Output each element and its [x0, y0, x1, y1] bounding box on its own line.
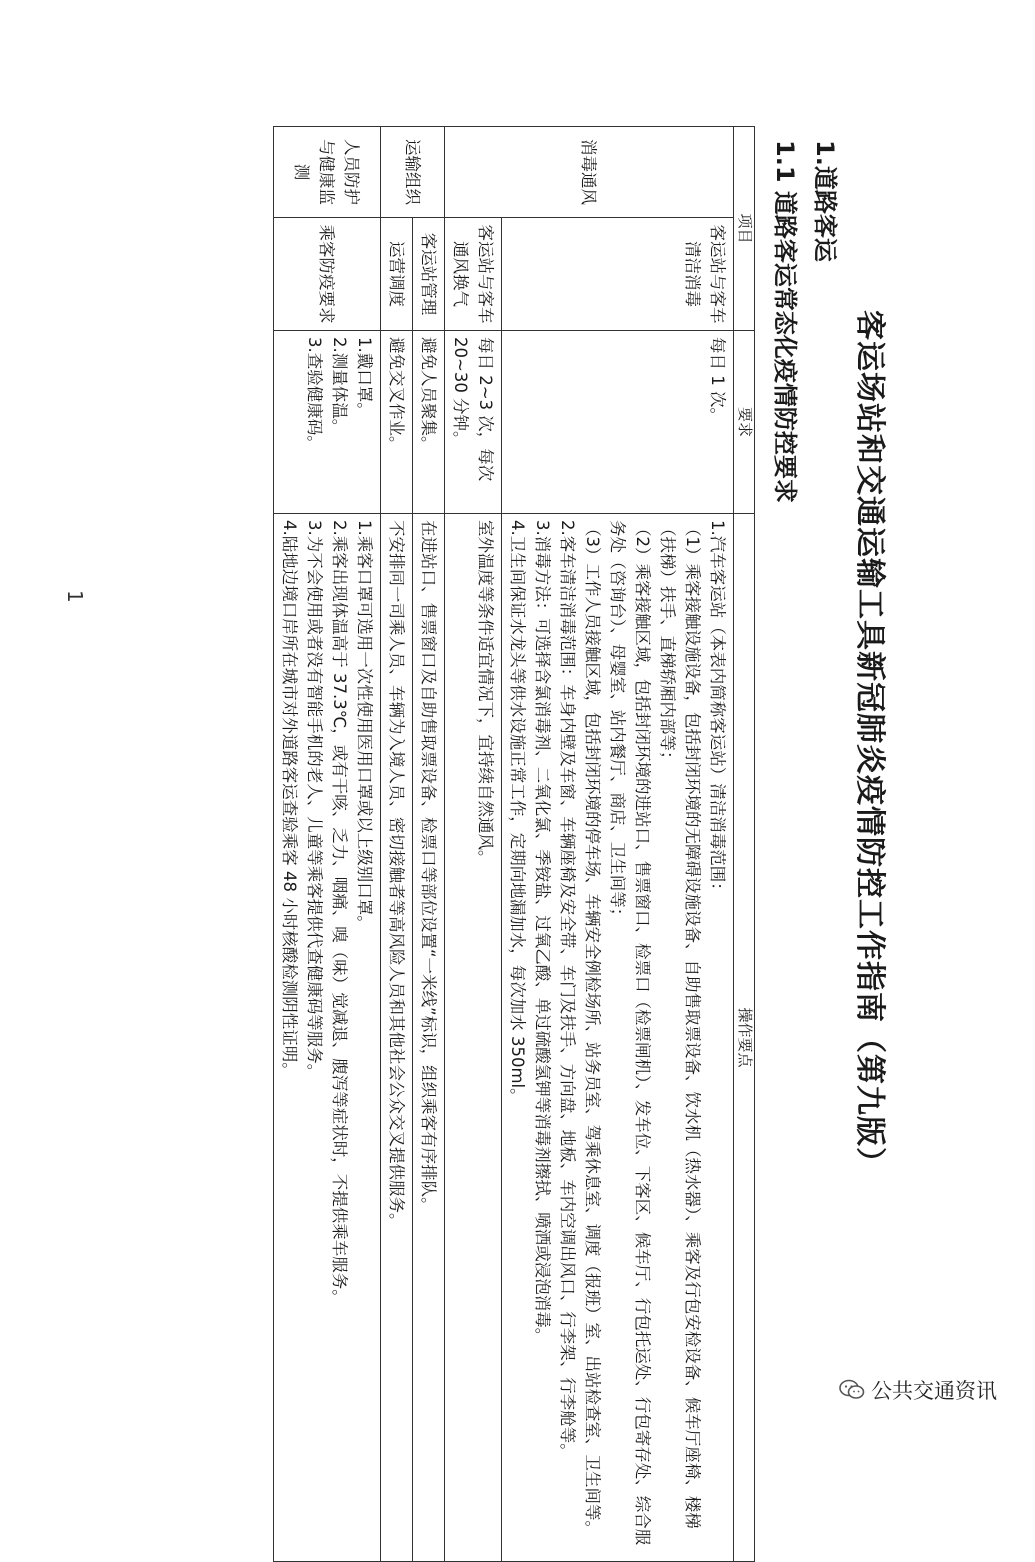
requirement-cell: 避免交叉作业。 [381, 331, 413, 514]
sub-item-cell: 运营调度 [381, 218, 413, 331]
requirement-cell: 每日 1 次。 [502, 331, 734, 514]
requirement-line: 3.查验健康码。 [305, 337, 324, 452]
table-row [502, 127, 734, 1562]
table-row [445, 127, 502, 1562]
operation-cell [274, 514, 381, 1562]
operation-cell: 不安排同一司乘人员、车辆为入境人员、密切接触者等高风险人员和其他社会公众交叉提供服务。 [381, 514, 413, 1562]
operation-line: 4.陆地边境口岸所在城市对外道路客运查验乘客 48 小时核酸检测阴性证明。 [280, 520, 299, 1079]
table-row [274, 127, 381, 1562]
wechat-icon [839, 1379, 865, 1401]
requirement-cell: 每日 2~3 次，每次 20~30 分钟。 [445, 331, 502, 514]
sub-item-cell: 客运站与客车通风换气 [445, 218, 502, 331]
operation-cell [502, 514, 734, 1562]
category-cell: 运输组织 [381, 127, 445, 218]
requirement-cell [274, 331, 381, 514]
table-header-row [734, 127, 755, 1562]
sub-item-cell: 乘客防疫要求 [274, 218, 381, 331]
section-heading: 1.道路客运 [811, 140, 839, 262]
page-number: 1 [63, 590, 87, 603]
operation-line: 1.汽车客运站（本表内简称客运站）清洁消毒范围： [708, 520, 727, 899]
watermark-text: 公共交通资讯 [871, 1379, 997, 1403]
requirement-line: 2.测量体温。 [330, 337, 349, 436]
category-cell: 人员防护与健康监测 [274, 127, 381, 218]
table-row [413, 127, 445, 1562]
operation-line: （3）工作人员接触区域，包括封闭环境的停车场、车辆安全例检场所、站务员室、驾乘休息室、调度（报班）室、出站检查室、卫生间等。 [583, 520, 602, 1537]
sub-item-cell: 客运站管理 [413, 218, 445, 331]
operation-cell: 室外温度等条件适宜情况下，宜持续自然通风。 [445, 514, 502, 1562]
sub-item-cell: 客运站与客车清洁消毒 [502, 218, 734, 331]
header-operation: 操作要点 [734, 514, 755, 1562]
table-row [381, 127, 413, 1562]
operation-line: 3.为不会使用或者没有智能手机的老人、儿童等乘客提供代查健康码等服务。 [305, 520, 324, 1081]
operation-line: 4.卫生间保证水龙头等供水设施正常工作，定期向地漏加水，每次加水 350ml。 [508, 520, 527, 1105]
watermark [839, 1375, 997, 1405]
operation-line: （2）乘客接触区域，包括封闭环境的进站口、售票窗口、检票口（检票闸机）、发车位、下客区、候车厅、行包托运处、行包寄存处、综合服务处（咨询台）、母婴室、站内餐厅、商店、卫生间等； [608, 520, 652, 1546]
operation-line: 2.乘客出现体温高于 37.3℃，或有干咳、乏力、咽痛、嗅（味）觉减退、腹泻等症状时，不提供乘车服务。 [330, 520, 349, 1306]
requirement-cell: 避免人员聚集。 [413, 331, 445, 514]
requirements-table [273, 126, 755, 1562]
header-requirement: 要求 [734, 331, 755, 514]
operation-cell: 在进站口、售票窗口及自助售取票设备、检票口等部位设置“一米线”标识，组织乘客有序排队。 [413, 514, 445, 1562]
requirement-line: 1.戴口罩。 [355, 337, 374, 419]
operation-line: 3.消毒方法：可选择含氯消毒剂、二氧化氯、季铵盐、过氧乙酸、单过硫酸氢钾等消毒剂擦拭、喷洒或浸泡消毒。 [533, 520, 552, 1345]
page-title: 客运场站和交通运输工具新冠肺炎疫情防控工作指南（第九版） [852, 310, 887, 1178]
header-item: 项目 [734, 127, 755, 331]
subsection-heading: 1.1 道路客运常态化疫情防控要求 [771, 140, 799, 503]
category-cell: 消毒通风 [445, 127, 734, 218]
rotated-page [63, 60, 905, 1560]
operation-line: 1.乘客口罩可选用一次性使用医用口罩或以上级别口罩。 [355, 520, 374, 932]
operation-line: 2.客车清洁消毒范围：车身内壁及车窗、车辆座椅及安全带、车门及扶手、方向盘、地板、车内空调出风口、行李架、行李舱等。 [558, 520, 577, 1460]
operation-line: （1）乘客接触设施设备，包括封闭环境的无障碍设施设备、自助售取票设备、饮水机（热水器）、乘客及行包安检设备、候车厅座椅、楼梯（扶梯）扶手、直梯轿厢内部等； [658, 520, 702, 1529]
